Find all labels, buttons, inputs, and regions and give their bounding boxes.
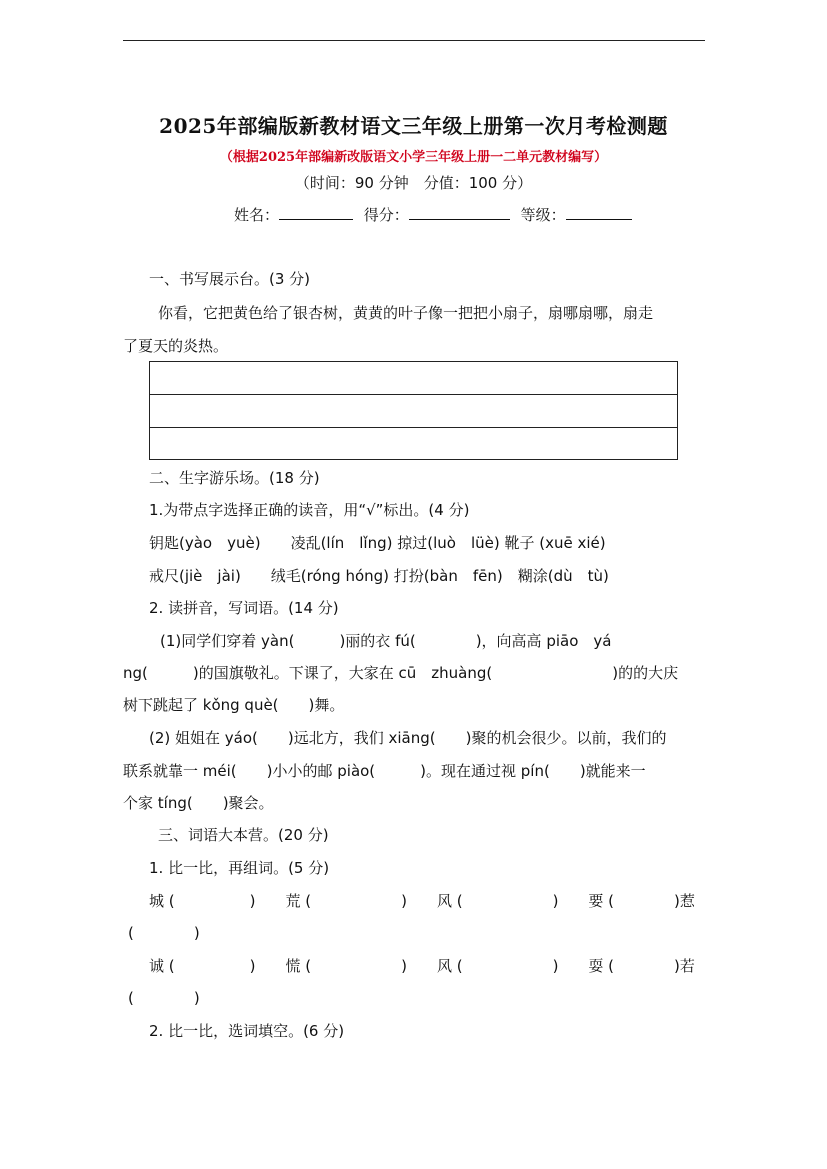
writing-box-row1[interactable] [149, 361, 678, 395]
section2-q1: 1.为带点字选择正确的读音，用“√”标出。(4 分) [149, 501, 470, 519]
writing-box-row3[interactable] [149, 427, 678, 460]
section3-q1-row2: 诚 ( ) 慌 ( ) 风 ( ) 耍 ( )若 [149, 957, 695, 975]
page-title: 2025年部编版新教材语文三年级上册第一次月考检测题 [159, 114, 668, 138]
section3-q1-row1: 城 ( ) 荒 ( ) 风 ( ) 要 ( )惹 [149, 892, 695, 910]
name-label: 姓名： [234, 206, 280, 224]
section2-q2-p2-line1: (2) 姐姐在 yáo( )远北方，我们 xiāng( )聚的机会很少。以前，我们的 [149, 729, 667, 747]
time-info: （时间：90 分钟 分值：100 分） [294, 174, 533, 192]
grade-blank[interactable] [566, 205, 632, 220]
section3-q2: 2. 比一比，选词填空。(6 分) [149, 1022, 345, 1040]
section3-q1-row1-wrap: ( ) [128, 924, 200, 942]
section2-q1-row1: 钥匙(yào yuè) 凌乱(lín lǐng) 掠过(luò lüè) 靴子 (xuē xié) [149, 534, 606, 552]
section2-q2-p2-line2: 联系就靠一 méi( )小小的邮 piào( )。现在通过视 pín( )就能来一 [123, 762, 646, 780]
grade-label: 等级： [520, 206, 566, 224]
page-subtitle: （根据2025年部编新改版语文小学三年级上册一二单元教材编写） [219, 150, 608, 165]
section3-q1-row2-wrap: ( ) [128, 989, 200, 1007]
name-blank[interactable] [279, 205, 353, 220]
section1-passage-line2: 了夏天的炎热。 [123, 337, 229, 355]
section2-q2-p1-line2: ng( )的国旗敬礼。下课了，大家在 cū zhuàng( )的的大庆 [123, 664, 679, 682]
section2-q2-p1-line1: (1)同学们穿着 yàn( )丽的衣 fú( )，向高高 piāo yá [160, 632, 612, 650]
section2-q2-p1-line3: 树下跳起了 kǒng què( )舞。 [123, 696, 345, 714]
section1-passage-line1: 你看，它把黄色给了银杏树，黄黄的叶子像一把把小扇子，扇哪扇哪，扇走 [158, 304, 654, 322]
section3-q1: 1. 比一比，再组词。(5 分) [149, 859, 330, 877]
top-rule [123, 40, 705, 41]
section2-q2: 2. 读拼音，写词语。(14 分) [149, 599, 339, 617]
section1-heading: 一、书写展示台。(3 分) [149, 270, 311, 288]
section2-heading: 二、生字游乐场。(18 分) [149, 469, 320, 487]
section3-heading: 三、词语大本营。(20 分) [158, 826, 329, 844]
writing-box-row2[interactable] [149, 394, 678, 428]
score-label: 得分： [363, 206, 409, 224]
section2-q1-row2: 戒尺(jiè jài) 绒毛(róng hóng) 打扮(bàn fēn) 糊涂(dù tù) [149, 567, 609, 585]
student-info-row [234, 204, 632, 225]
section2-q2-p2-line3: 个家 tíng( )聚会。 [123, 794, 274, 812]
score-blank[interactable] [409, 205, 510, 220]
